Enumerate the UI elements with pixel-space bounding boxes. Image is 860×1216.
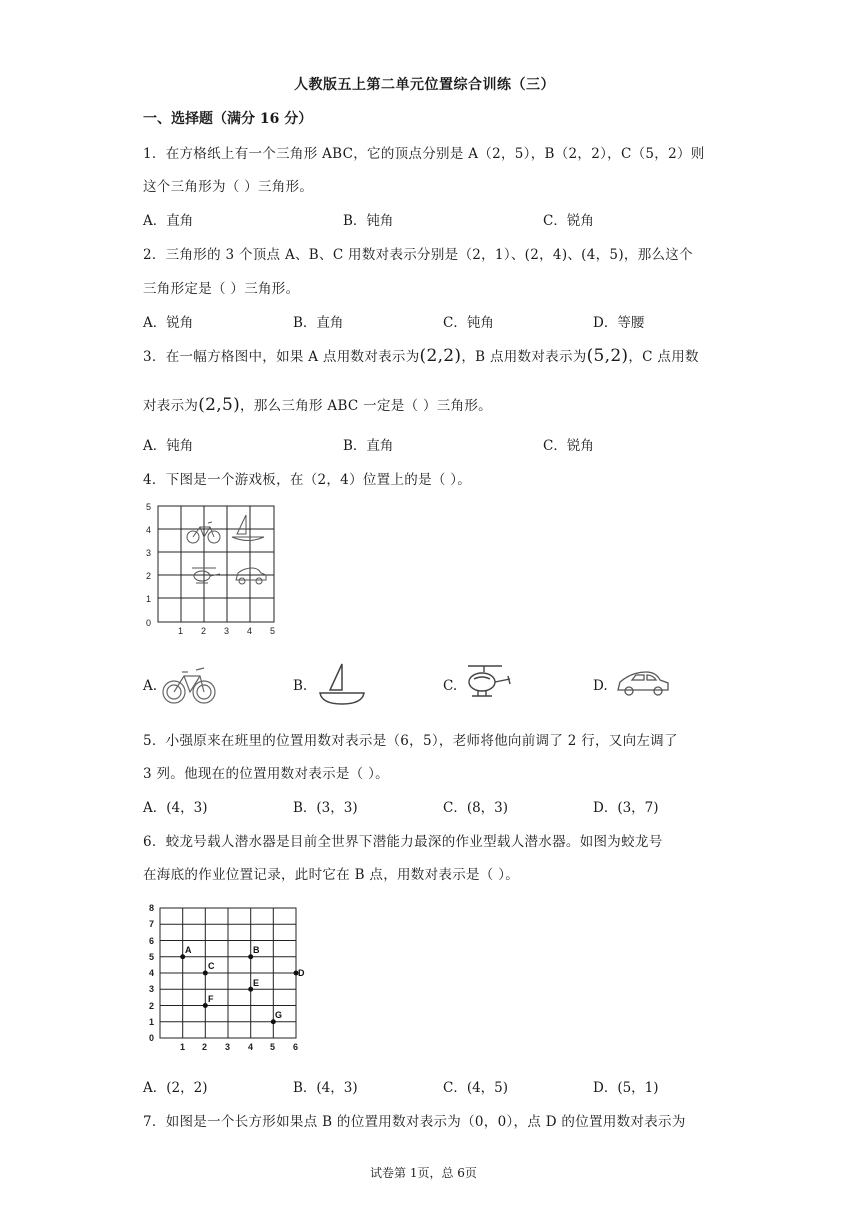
question-6-option-a: A．(2，2) bbox=[143, 1080, 208, 1096]
game-board-grid bbox=[140, 500, 290, 642]
helicopter-icon bbox=[462, 662, 514, 702]
question-1-option-b: B．钝角 bbox=[343, 213, 394, 229]
question-1-option-a: A．直角 bbox=[143, 213, 194, 229]
x-tick-label: 5 bbox=[270, 1042, 276, 1052]
question-5-option-d: D．(3，7) bbox=[593, 800, 659, 816]
question-4-option-d: D. bbox=[593, 678, 608, 694]
point-label: C bbox=[208, 961, 215, 971]
point-a bbox=[180, 954, 185, 959]
point-label: D bbox=[298, 968, 305, 978]
y-tick-label: 5 bbox=[149, 952, 155, 962]
x-tick-label: 3 bbox=[224, 626, 230, 636]
question-4-option-c: C. bbox=[443, 678, 458, 694]
math-point-a: (2,2) bbox=[419, 346, 462, 366]
question-1-line-2: 这个三角形为（ ）三角形。 bbox=[143, 179, 314, 195]
question-3-text-a: 3．在一幅方格图中，如果 A 点用数对表示为 bbox=[143, 349, 420, 365]
y-tick-label: 1 bbox=[149, 1017, 155, 1027]
question-4-line-1: 4．下图是一个游戏板，在（2，4）位置上的是（ ）。 bbox=[143, 472, 472, 488]
question-3-line-1 bbox=[143, 345, 699, 366]
question-5-option-b: B．(3，3) bbox=[293, 800, 358, 816]
y-tick-label: 3 bbox=[146, 548, 152, 558]
y-tick-label: 5 bbox=[146, 502, 152, 512]
y-tick-label: 6 bbox=[149, 936, 155, 946]
car-icon bbox=[236, 568, 266, 584]
question-3-option-c: C．锐角 bbox=[543, 438, 594, 454]
bicycle-icon bbox=[160, 660, 218, 708]
question-5-option-a: A．(4，3) bbox=[143, 800, 208, 816]
question-1-line-1: 1．在方格纸上有一个三角形 ABC，它的顶点分别是 A（2，5），B（2，2），C（5，2）则 bbox=[143, 146, 705, 162]
y-tick-label: 3 bbox=[149, 984, 155, 994]
question-3-option-a: A．钝角 bbox=[143, 438, 194, 454]
sailboat-icon bbox=[316, 660, 368, 706]
question-3-text-c: ，C 点用数 bbox=[628, 349, 699, 365]
question-6-option-b: B．(4，3) bbox=[293, 1080, 358, 1096]
point-label: E bbox=[253, 978, 260, 988]
question-2-line-2: 三角形定是（ ）三角形。 bbox=[143, 281, 300, 297]
sailboat-icon bbox=[232, 515, 264, 541]
question-2-option-b: B．直角 bbox=[293, 315, 344, 331]
submarine-position-grid bbox=[142, 898, 314, 1054]
question-2-option-a: A．锐角 bbox=[143, 315, 194, 331]
y-tick-label: 4 bbox=[149, 968, 155, 978]
x-tick-label: 6 bbox=[293, 1042, 299, 1052]
question-5-line-2: 3 列。他现在的位置用数对表示是（ ）。 bbox=[143, 766, 389, 782]
y-tick-label: 0 bbox=[146, 618, 152, 628]
y-tick-label: 7 bbox=[149, 919, 155, 929]
x-tick-label: 2 bbox=[202, 1042, 208, 1052]
point-label: A bbox=[185, 945, 192, 955]
question-5-line-1: 5．小强原来在班里的位置用数对表示是（6，5），老师将他向前调了 2 行，又向左调了 bbox=[143, 733, 678, 749]
x-tick-label: 5 bbox=[270, 626, 276, 636]
x-tick-label: 3 bbox=[225, 1042, 231, 1052]
point-label: F bbox=[208, 994, 214, 1004]
x-tick-label: 2 bbox=[201, 626, 207, 636]
question-3-text-d: 对表示为 bbox=[143, 398, 199, 414]
car-icon bbox=[614, 668, 672, 698]
y-tick-label: 4 bbox=[146, 525, 152, 535]
question-6-line-1: 6．蛟龙号载人潜水器是目前全世界下潜能力最深的作业型载人潜水器。如图为蛟龙号 bbox=[143, 834, 663, 850]
point-c bbox=[203, 971, 208, 976]
y-tick-label: 2 bbox=[149, 1001, 155, 1011]
question-3-text-e: ，那么三角形 ABC 一定是（ ）三角形。 bbox=[240, 398, 492, 414]
point-label: B bbox=[253, 945, 260, 955]
question-5-option-c: C．(8，3) bbox=[443, 800, 509, 816]
question-3-text-b: ，B 点用数对表示为 bbox=[461, 349, 587, 365]
y-tick-label: 2 bbox=[146, 571, 152, 581]
x-tick-label: 4 bbox=[248, 1042, 254, 1052]
question-2-line-1: 2．三角形的 3 个顶点 A、B、C 用数对表示分别是（2，1）、(2，4)、(4，5)，那么这个 bbox=[143, 247, 693, 263]
page-footer: 试卷第 1页，总 6页 bbox=[370, 1166, 477, 1180]
x-tick-label: 1 bbox=[178, 626, 184, 636]
question-1-option-c: C．锐角 bbox=[543, 213, 594, 229]
math-point-b: (5,2) bbox=[586, 346, 629, 366]
question-3-line-2 bbox=[143, 394, 492, 415]
math-point-c: (2,5) bbox=[198, 395, 241, 415]
question-3-option-b: B．直角 bbox=[343, 438, 394, 454]
question-7-line-1: 7．如图是一个长方形如果点 B 的位置用数对表示为（0，0），点 D 的位置用数对表示为 bbox=[143, 1114, 686, 1130]
point-b bbox=[248, 954, 253, 959]
question-4-option-a: A. bbox=[143, 678, 158, 694]
section-heading: 一、选择题（满分 16 分） bbox=[143, 111, 313, 127]
question-2-option-c: C．钝角 bbox=[443, 315, 494, 331]
question-2-option-d: D．等腰 bbox=[593, 315, 645, 331]
y-tick-label: 8 bbox=[149, 903, 155, 913]
x-tick-label: 1 bbox=[180, 1042, 186, 1052]
question-6-option-c: C．(4，5) bbox=[443, 1080, 509, 1096]
question-4-option-b: B. bbox=[293, 678, 308, 694]
y-tick-label: 1 bbox=[146, 594, 152, 604]
question-6-option-d: D．(5，1) bbox=[593, 1080, 659, 1096]
x-tick-label: 4 bbox=[247, 626, 253, 636]
page-title: 人教版五上第二单元位置综合训练（三） bbox=[294, 77, 555, 93]
point-label: G bbox=[275, 1010, 283, 1020]
point-g bbox=[271, 1019, 276, 1024]
y-tick-label: 0 bbox=[149, 1033, 155, 1043]
question-6-line-2: 在海底的作业位置记录，此时它在 B 点，用数对表示是（ ）。 bbox=[143, 867, 520, 883]
